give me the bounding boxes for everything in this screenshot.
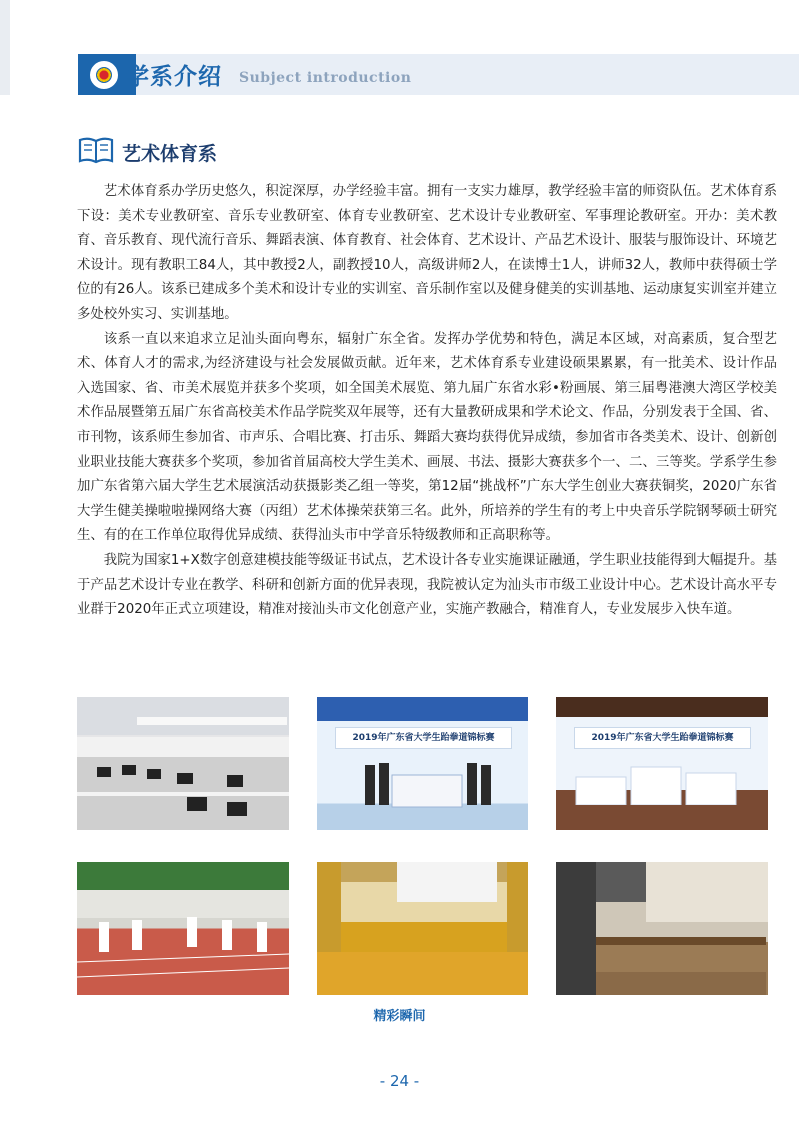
left-edge-accent [0, 0, 10, 95]
page-title: 学系介绍 [126, 63, 222, 90]
photo-track-race [77, 862, 289, 995]
photo-taekwondo-team [317, 697, 528, 830]
body-text [77, 180, 777, 623]
school-logo-icon [88, 59, 120, 91]
paragraph-development: 我院为国家1+X数字创意建模技能等级证书试点，艺术设计各专业实施课证融通，学生职业技能得到大幅提升。基于产品艺术设计专业在教学、科研和创新方面的优异表现，我院被认定为汕头市市级工业设计中心。艺术设计高水平专业群于2020年正式立项建设，精准对接汕头市文化创意产业，实施产教融合，精准育人，专业发展步入快车道。 [77, 552, 777, 618]
section-title: 艺术体育系 [122, 143, 218, 165]
photo-caption: 精彩瞬间 [373, 1009, 426, 1024]
event-banner: 2019年广东省大学生跆拳道锦标赛 [335, 727, 512, 749]
page-subtitle: Subject introduction [239, 70, 412, 86]
paragraph-history: 艺术体育系办学历史悠久，积淀深厚，办学经验丰富。拥有一支实力雄厚，教学经验丰富的师资队伍。艺术体育系下设：美术专业教研室、音乐专业教研室、体育专业教研室、艺术设计专业教研室、军事理论教研室。开办：美术教育、音乐教育、现代流行音乐、舞蹈表演、体育教育、社会体育、艺术设计、产品艺术设计、服装与服饰设计、环境艺术设计。现有教职工84人，其中教授2人，副教授10人，高级讲师2人，在读博士1人，讲师32人，教师中获得硕士学位的有26人。该系已建成多个美术和设计专业的实训室、音乐制作室以及健身健美的实训基地、运动康复实训室并建立多处校外实习、实训基地。 [77, 184, 777, 322]
event-banner: 2019年广东省大学生跆拳道锦标赛 [574, 727, 751, 749]
photo-guzheng-performance [556, 862, 768, 995]
paragraph-achievements: 该系一直以来追求立足汕头面向粤东，辐射广东全省。发挥办学优势和特色，满足本区域，对高素质，复合型艺术、体育人才的需求,为经济建设与社会发展做贡献。近年来，艺术体育系专业建设硕果累累，有一批美术、设计作品入选国家、省、市美术展览并获多个奖项，如全国美术展览、第九届广东省水彩•粉画展、第三届粤港澳大湾区学校美术作品展暨第五届广东省高校美术作品学院奖双年展等，还有大量教研成果和学术论文、作品，分别发表于全国、省、市刊物，该系师生参加省、市声乐、合唱比赛、打击乐、舞蹈大赛均获得优异成绩，参加省市各类美术、设计、创新创业职业技能大赛获多个奖项，参加省首届高校大学生美术、画展、书法、摄影大赛获多个一、二、三等奖。学系学生参加广东省第六届大学生艺术展演活动获摄影类乙组一等奖，第12届“挑战杯”广东大学生创业大赛获铜奖，2020广东省大学生健美操啦啦操网络大赛（丙组）艺术体操荣获第三名。此外，所培养的学生有的考上中央音乐学院钢琴硕士研究生、有的在工作单位取得优异成绩、获得汕头市中学音乐特级教师和正高职称等。 [77, 331, 777, 544]
photo-music-ensemble [317, 862, 528, 995]
photo-design-lab [77, 697, 289, 830]
page-number: - 24 - [379, 1072, 420, 1090]
open-book-icon [77, 135, 115, 165]
photo-award-ceremony [556, 697, 768, 830]
